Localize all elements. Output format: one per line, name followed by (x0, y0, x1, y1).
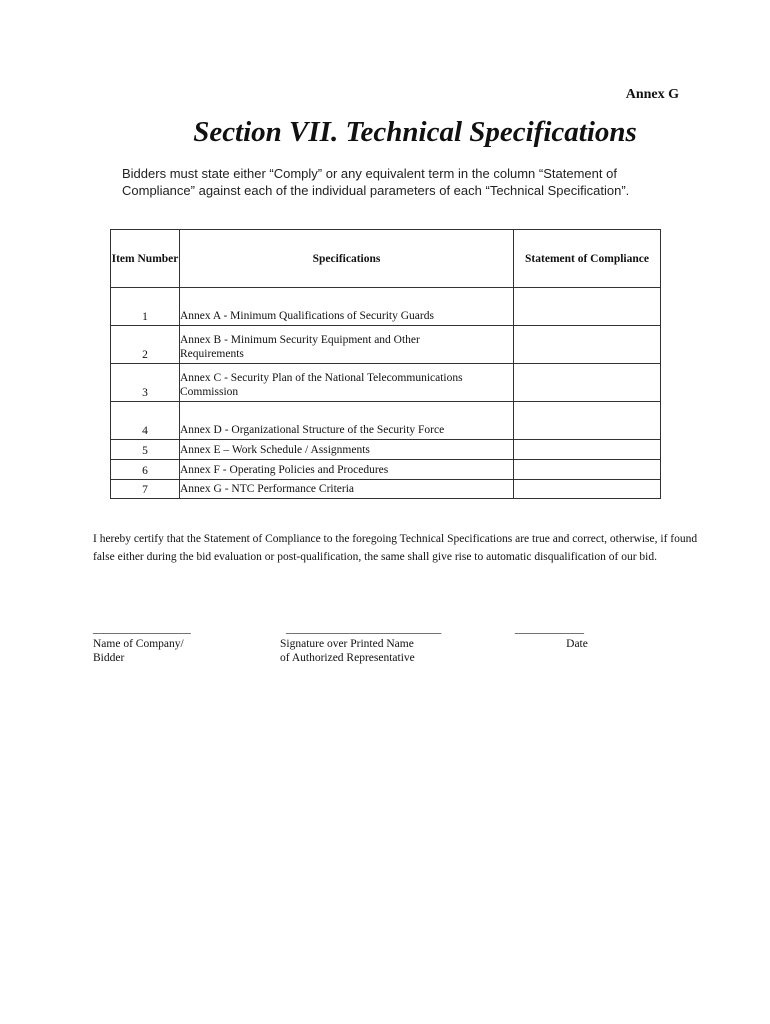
table-row (111, 460, 661, 480)
compliance-cell[interactable] (514, 460, 661, 480)
authorized-representative-label: of Authorized Representative (280, 652, 415, 664)
date-label: Date (566, 638, 588, 650)
table-row (111, 288, 661, 326)
item-number: 2 (142, 349, 148, 361)
compliance-cell[interactable] (514, 480, 661, 499)
specification-text: Annex B - Minimum Security Equipment and Other Requirements (180, 334, 420, 360)
table-header-row (111, 230, 661, 288)
table-row (111, 440, 661, 460)
specification-text: Annex C - Security Plan of the National Telecommunications Commission (180, 372, 463, 398)
page-title: Section VII. Technical Specifications (193, 116, 637, 148)
table-row (111, 480, 661, 499)
item-number: 5 (142, 445, 148, 457)
header-statement-of-compliance: Statement of Compliance (514, 230, 661, 288)
specification-text: Annex D - Organizational Structure of the Security Force (180, 424, 445, 436)
company-signature-line: _________________ (93, 623, 191, 635)
item-number: 7 (142, 484, 148, 496)
table-row (111, 364, 661, 402)
certification-paragraph: I hereby certify that the Statement of Compliance to the foregoing Technical Specifications are true and correct, otherwise, if found false either during the bid evaluation or post-qualification, the same shall give rise to automatic disqualification of our bid. (93, 533, 698, 563)
item-number: 1 (142, 311, 148, 323)
specification-text: Annex E – Work Schedule / Assignments (180, 444, 370, 456)
item-number: 4 (142, 425, 148, 437)
compliance-cell[interactable] (514, 288, 661, 326)
item-number: 6 (142, 465, 148, 477)
representative-signature-line: ___________________________ (286, 623, 442, 635)
table-row (111, 326, 661, 364)
table-row (111, 402, 661, 440)
compliance-cell[interactable] (514, 402, 661, 440)
specification-text: Annex A - Minimum Qualifications of Security Guards (180, 310, 434, 322)
specification-text: Annex F - Operating Policies and Procedures (180, 464, 389, 476)
item-number: 3 (142, 387, 148, 399)
representative-signature-block (280, 622, 441, 665)
instructions-paragraph: Bidders must state either “Comply” or any equivalent term in the column “Statement of Compliance” against each of the individual parameters of each “Technical Specification”. (122, 166, 630, 198)
company-label: Name of Company/ (93, 638, 184, 650)
header-item-number: Item Number (111, 230, 180, 288)
date-line: ____________ (515, 623, 584, 635)
signature-label: Signature over Printed Name (280, 638, 414, 650)
compliance-cell[interactable] (514, 326, 661, 364)
specification-text: Annex G - NTC Performance Criteria (180, 483, 355, 495)
compliance-cell[interactable] (514, 440, 661, 460)
date-signature-block (515, 622, 625, 651)
compliance-cell[interactable] (514, 364, 661, 402)
header-specifications: Specifications (180, 230, 514, 288)
company-signature-block (93, 622, 191, 665)
specifications-table (110, 229, 661, 499)
annex-tag: Annex G (625, 87, 679, 102)
bidder-label: Bidder (93, 652, 125, 664)
